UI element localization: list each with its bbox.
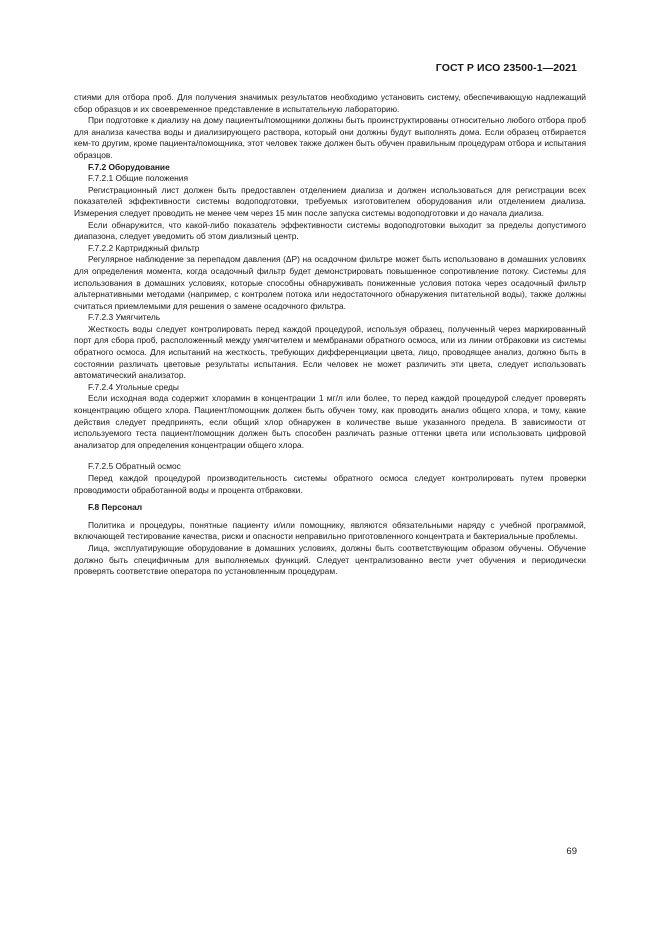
heading-f7-2-5-reverse-osmosis: F.7.2.5 Обратный осмос	[88, 461, 181, 472]
paragraph-carbon-media: Если исходная вода содержит хлорамин в концентрации 1 мг/л или более, то перед каждой процедурой следует проверять концентрацию общего хлора. Пациент/помощник должен быть обучен тому, как проводить анализ общего хлора, и тому, какие действия следует предпринять, если общий хлор обнаружен в количестве выше указанного предела. В зависимости от используемого теста пациент/помощник должен быть способен различать разные оттенки цвета или использовать цифровой анализатор для определения концентрации общего хлора.	[74, 393, 586, 450]
paragraph-registration-sheet: Регистрационный лист должен быть предоставлен отделением диализа и должен использоваться для регистрации всех показателей эффективности системы водоподготовки, требуемых изготовителем оборудования или отделением диализа. Измерения следует проводить не менее чем через 15 мин после запуска системы водоподготовки и до начала диализа.	[74, 184, 586, 218]
heading-f7-2-equipment: F.7.2 Оборудование	[88, 161, 170, 172]
paragraph-softener: Жесткость воды следует контролировать перед каждой процедурой, используя образец, полученный через маркированный порт для сбора проб, расположенный между умягчителем и мембранами обратного осмоса, или из линии отбраковки из системы обратного осмоса. Для испытаний на жесткость, требующих дифференциации цвета, лицо, проводящее анализ, должно быть в состоянии различать цветовые результаты испытания. Если человек не может различить эти цвета, следует использовать автоматический анализатор.	[74, 323, 586, 381]
heading-f7-2-1-general: F.7.2.1 Общие положения	[88, 173, 188, 184]
paragraph-home-preparation: При подготовке к диализу на дому пациенты/помощники должны быть проинструктированы относительно любого отбора проб для анализа качества воды и диализирующего раствора, который они должны будут выполнять дома. Если образец отбирается кем-то другим, кроме пациента/помощника, этот человек также должен быть обучен правильным процедурам отбора и испытания образцов.	[74, 115, 586, 160]
paragraph-out-of-range: Если обнаружится, что какой-либо показатель эффективности системы водоподготовки выходит за пределы допустимого диапазона, следует уведомить об этом диализный центр.	[74, 219, 586, 242]
paragraph-reverse-osmosis: Перед каждой процедурой производительность системы обратного осмоса следует контролировать путем проверки проводимости обработанной воды и процента отбраковки.	[74, 473, 586, 495]
document-id-header: ГОСТ Р ИСО 23500-1—2021	[435, 62, 577, 74]
heading-f7-2-2-cartridge-filter: F.7.2.2 Картриджный фильтр	[88, 242, 200, 253]
page-number: 69	[566, 846, 577, 857]
heading-f8-personnel: F.8 Персонал	[88, 502, 143, 513]
document-body	[74, 92, 586, 578]
paragraph-continuation: стиями для отбора проб. Для получения значимых результатов необходимо установить систему, обеспечивающую надлежащий сбор образцов и их своевременное представление в испытательную лабораторию.	[74, 92, 586, 114]
paragraph-policy: Политика и процедуры, понятные пациенту и/или помощнику, являются обязательными наряду с учебной программой, включающей тестирование качества, риски и опасности неправильно приготовленного концентрата и бактериальные проблемы.	[74, 519, 586, 542]
heading-f7-2-4-carbon-media: F.7.2.4 Угольные среды	[88, 381, 179, 392]
paragraph-cartridge-filter: Регулярное наблюдение за перепадом давления (ΔP) на осадочном фильтре может быть использовано в домашних условиях для определения момента, когда осадочный фильтр будет демонстрировать повышенное сопротивление потоку. Системы для использования в домашних условиях, которые способны обнаруживать пониженные условия потока через осадочный фильтр альтернативными методами (например, с контролем потока или недостаточного обнаружения питательной воды), также должны считаться приемлемыми для решения о замене осадочного фильтра.	[74, 254, 586, 311]
paragraph-operators: Лица, эксплуатирующие оборудование в домашних условиях, должны быть соответствующим образом обучены. Обучение должно быть специфичным для выполняемых функций. Следует централизованно вести учет обучения и периодически проверять соответствие оператора по установленным процедурам.	[74, 542, 586, 577]
heading-f7-2-3-softener: F.7.2.3 Умягчитель	[88, 312, 161, 323]
